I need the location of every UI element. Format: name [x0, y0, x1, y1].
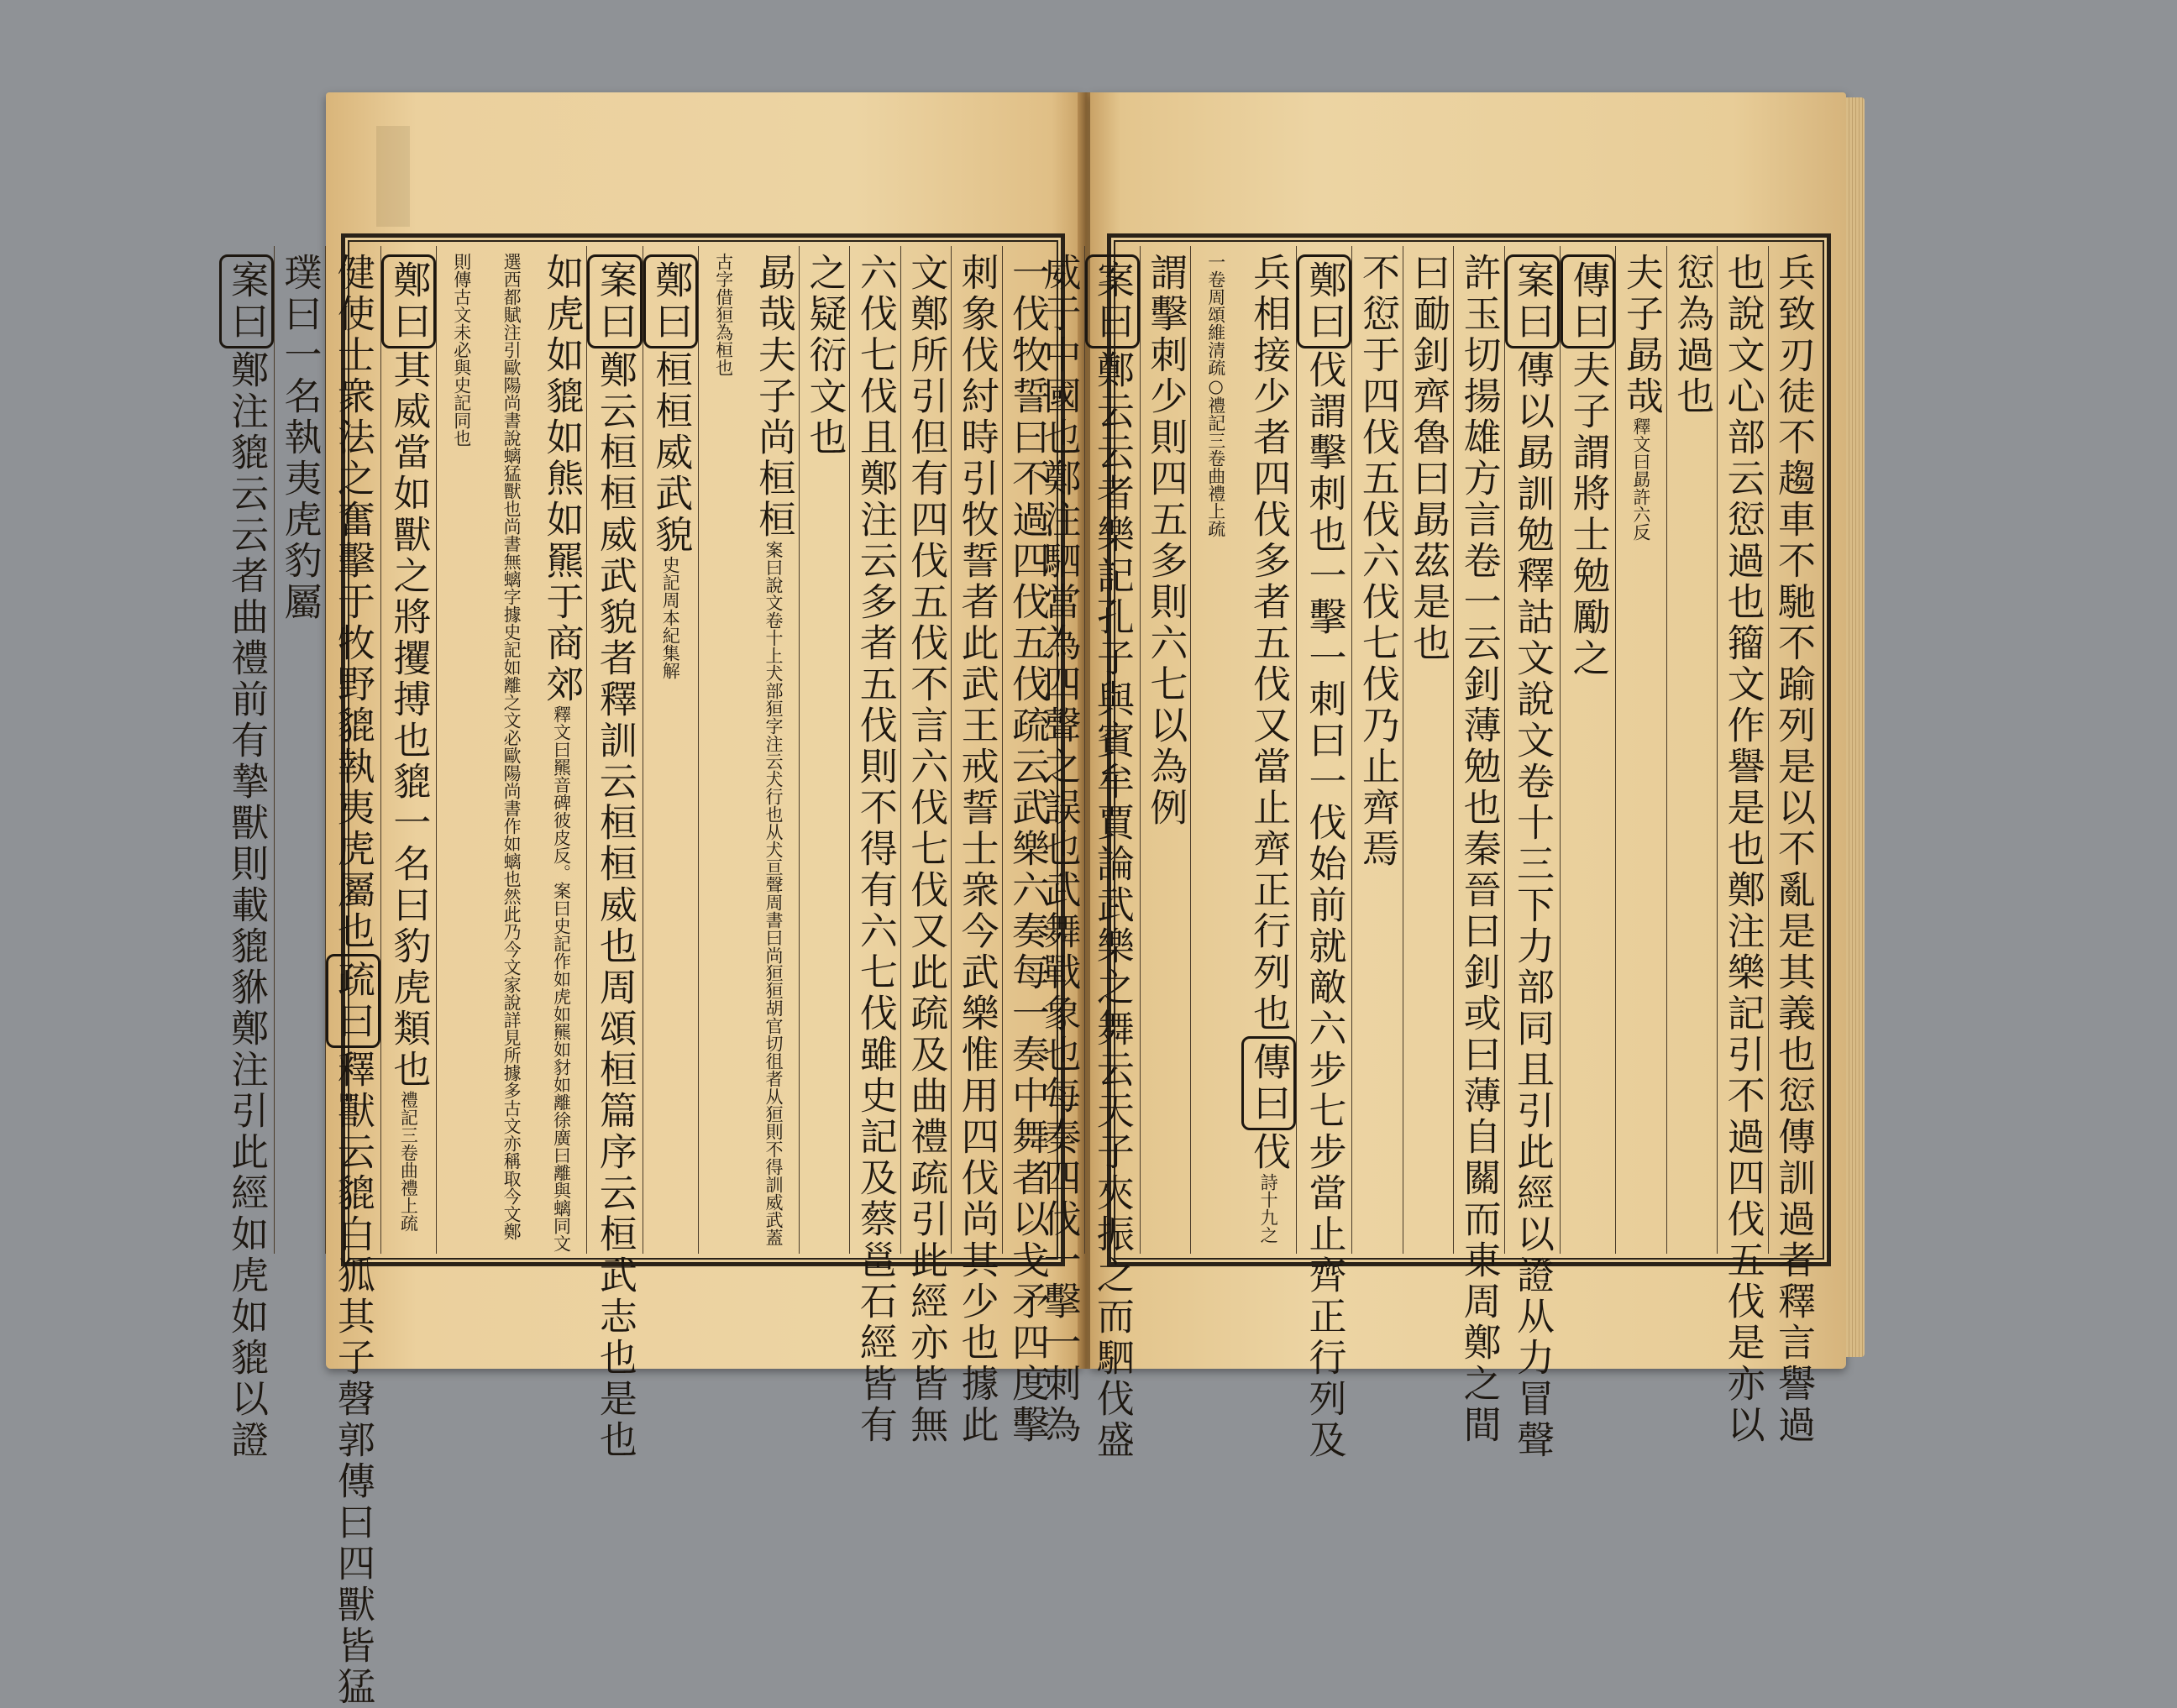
commentary-note: 詩十九之一卷周頌維清疏○禮記三卷曲禮上疏	[1205, 253, 1279, 1244]
text-column	[325, 246, 380, 1708]
column-text: 夫子勗哉	[1618, 253, 1664, 417]
column-text: 璞曰一名執夷虎豹屬	[277, 253, 323, 623]
right-page	[1036, 92, 1846, 1461]
section-label: 案曰	[1505, 254, 1560, 348]
text-column	[849, 246, 900, 1446]
commentary-note: 釋文曰羆音碑彼皮反。案曰史記作如虎如羆如豺如離徐廣曰離與螭同文選西都賦注引歐陽尚書說螭猛獸也尚書無螭字據史記如離之文必歐陽尚書作如螭也然此乃今文家說詳見所據多古文亦稱取今文鄭則傳古文未必與史記同也	[451, 253, 572, 1252]
column-text: 傳曰四獸皆猛	[330, 1461, 375, 1708]
column-text: 其威當如獸之將攫搏也貔一名曰豹虎類也	[386, 350, 432, 1091]
text-column	[1084, 246, 1140, 1461]
commentary-note: 禮記三卷曲禮上疏	[398, 1091, 419, 1232]
column-text: 健使士衆法之奮擊于牧野貔執夷虎屬也	[330, 253, 375, 952]
column-text: 伐	[1246, 1132, 1292, 1173]
column-text: 不愆于四伐五伐六伐七伐乃止齊焉	[1355, 253, 1400, 870]
text-column	[1504, 246, 1560, 1461]
section-label: 案曰	[219, 254, 274, 348]
left-columns	[224, 246, 1052, 1708]
left-page	[224, 92, 1082, 1708]
column-text: 威于中國也鄭注駟當為四聲之誤也武舞戰象也每奏四伐一擊一刺為	[1036, 253, 1082, 1446]
text-column	[1351, 246, 1402, 1254]
text-column	[1034, 246, 1083, 1446]
section-label: 鄭曰	[381, 254, 436, 348]
section-label: 傳曰	[1561, 254, 1615, 348]
commentary-note: 史記周本紀集解	[660, 556, 681, 679]
section-label: 案曰	[587, 254, 642, 348]
text-column	[1560, 246, 1615, 1254]
text-column	[436, 246, 586, 1254]
text-column	[1190, 246, 1296, 1254]
text-column	[1140, 246, 1190, 1254]
page-stack-edge	[1846, 97, 1865, 1357]
commentary-note: 案曰說文卷十上犬部狟字注云犬行也从犬亘聲周書曰尚狟狟胡官切徂者从狟則不得訓威武蓋古字借狟為桓也	[713, 253, 784, 1246]
section-label: 傳曰	[1241, 1036, 1296, 1130]
right-columns	[1036, 246, 1818, 1461]
section-label: 疏曰	[326, 954, 380, 1048]
text-column	[1768, 246, 1818, 1446]
text-column	[698, 246, 799, 1254]
column-text: 六伐七伐且鄭注云多者五伐則不得有六七伐雖史記及蔡邕石經皆有	[852, 253, 898, 1446]
column-text: 愆為過也	[1670, 253, 1715, 417]
column-text: 伐謂擊刺也一擊一刺曰一伐始前就敵六步七步當止齊正行列及	[1302, 350, 1347, 1461]
column-text: 鄭注貔云云者曲禮前有摯獸則載貔貅鄭注引此經如虎如貔以證	[224, 350, 270, 1461]
text-column	[1717, 246, 1767, 1446]
text-column	[1296, 246, 1351, 1461]
column-text: 一伐牧誓曰不過四伐五伐疏云武樂六奏每一奏中舞者以戈矛四度擊	[1005, 253, 1050, 1446]
column-text: 文鄭所引但有四伐五伐不言六伐七伐又此疏及曲禮疏引此經亦皆無	[904, 253, 949, 1446]
text-column	[643, 246, 698, 1254]
section-label: 鄭曰	[1297, 254, 1351, 348]
binding-mark	[376, 126, 410, 227]
text-column	[1403, 246, 1453, 1254]
left-text-frame	[224, 233, 1065, 1708]
section-label: 鄭曰	[643, 254, 698, 348]
column-text: 傳以勗訓勉釋詁文說文卷十三下力部同且引此經以證从力冒聲	[1510, 350, 1555, 1461]
column-text: 勗哉夫子尚桓桓	[752, 253, 797, 541]
text-column	[274, 246, 324, 1254]
column-text: 夫子謂將士勉勵之	[1566, 350, 1611, 679]
column-text: 之疑衍文也	[802, 253, 847, 458]
text-column	[380, 246, 436, 1254]
column-text: 也說文心部云愆過也籀文作譽是也鄭注樂記引不過四伐五伐是亦以	[1720, 253, 1765, 1446]
column-text: 鄭云桓桓威武貌者釋訓云桓桓威也周頌桓篇序云桓武志也是也	[592, 350, 637, 1461]
column-text: 兵致刃徒不趨車不馳不踰列是以不亂是其義也愆傳訓過者釋言譽過	[1771, 253, 1816, 1446]
column-text: 刺象伐紂時引牧誓者此武王戒誓士衆今武樂惟用四伐尚其少也據此	[954, 253, 999, 1446]
text-column	[900, 246, 951, 1446]
open-book	[224, 92, 1863, 1708]
column-text: 如虎如貔如熊如羆于商郊	[539, 253, 585, 705]
column-text: 許玉切揚雄方言卷一云釗薄勉也秦晉曰釗或曰薄自關而東周鄭之間	[1456, 253, 1502, 1446]
text-column	[1615, 246, 1666, 1254]
text-column	[1453, 246, 1503, 1446]
column-text: 釋獸云貔白狐其子㲈郭	[330, 1050, 375, 1461]
text-column	[1666, 246, 1717, 1254]
column-text: 鄭云云者樂記孔子與賓牟賈論武樂之舞云天子夾振之而駟伐盛	[1089, 350, 1135, 1461]
text-column	[586, 246, 642, 1461]
text-column	[219, 246, 274, 1461]
right-text-frame	[1036, 233, 1831, 1461]
column-text: 謂擊刺少則四五多則六七以為例	[1143, 253, 1188, 829]
commentary-note: 釋文曰勗許六反	[1630, 417, 1651, 541]
column-text: 兵相接少者四伐多者五伐又當止齊正行列也	[1246, 253, 1292, 1035]
column-text: 曰勔釗齊魯曰勗茲是也	[1406, 253, 1451, 664]
column-text: 桓桓威武貌	[648, 350, 694, 556]
text-column	[799, 246, 849, 1254]
text-column	[951, 246, 1001, 1446]
section-label: 案曰	[1085, 254, 1140, 348]
